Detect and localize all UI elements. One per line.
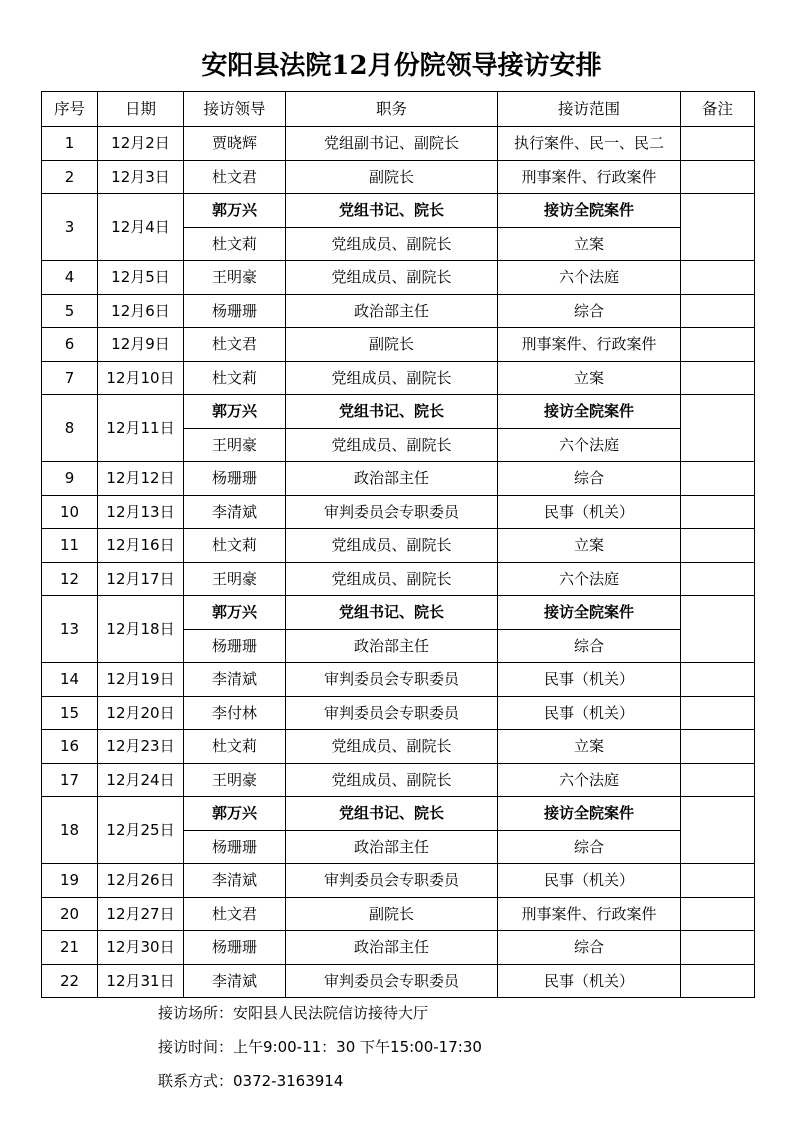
row-number: 13 — [42, 596, 98, 663]
row-scope: 六个法庭 — [498, 763, 681, 797]
row-leader: 杨珊珊 — [184, 629, 286, 663]
row-date: 12月10日 — [98, 361, 184, 395]
row-date: 12月11日 — [98, 395, 184, 462]
row-scope: 六个法庭 — [498, 562, 681, 596]
row-note — [681, 763, 755, 797]
row-position: 党组成员、副院长 — [286, 261, 498, 295]
row-note — [681, 395, 755, 462]
row-leader: 杨珊珊 — [184, 931, 286, 965]
row-note — [681, 730, 755, 764]
row-scope: 民事（机关） — [498, 495, 681, 529]
header-note: 备注 — [681, 92, 755, 127]
row-leader: 王明豪 — [184, 261, 286, 295]
row-leader: 杨珊珊 — [184, 830, 286, 864]
row-date: 12月26日 — [98, 864, 184, 898]
row-number: 2 — [42, 160, 98, 194]
row-date: 12月18日 — [98, 596, 184, 663]
row-leader: 王明豪 — [184, 763, 286, 797]
row-position: 党组书记、院长 — [286, 395, 498, 429]
table-row — [42, 663, 755, 697]
row-note — [681, 964, 755, 998]
row-scope: 刑事案件、行政案件 — [498, 160, 681, 194]
row-position: 政治部主任 — [286, 294, 498, 328]
row-leader: 李清斌 — [184, 663, 286, 697]
table-row — [42, 294, 755, 328]
row-leader: 杜文莉 — [184, 361, 286, 395]
row-date: 12月20日 — [98, 696, 184, 730]
table-row — [42, 261, 755, 295]
row-scope: 综合 — [498, 462, 681, 496]
row-leader: 郭万兴 — [184, 395, 286, 429]
table-row — [42, 763, 755, 797]
row-position: 党组成员、副院长 — [286, 763, 498, 797]
row-note — [681, 328, 755, 362]
table-row — [42, 328, 755, 362]
footer-time: 接访时间：上午9:00-11：30 下午15:00-17:30 — [158, 1038, 482, 1056]
row-number: 11 — [42, 529, 98, 563]
row-leader: 杜文莉 — [184, 227, 286, 261]
row-number: 4 — [42, 261, 98, 295]
row-number: 15 — [42, 696, 98, 730]
row-note — [681, 361, 755, 395]
table-row — [42, 797, 755, 831]
row-scope: 综合 — [498, 294, 681, 328]
row-date: 12月12日 — [98, 462, 184, 496]
row-number: 7 — [42, 361, 98, 395]
row-date: 12月19日 — [98, 663, 184, 697]
row-leader: 杨珊珊 — [184, 294, 286, 328]
table-row — [42, 361, 755, 395]
row-scope: 立案 — [498, 227, 681, 261]
row-date: 12月2日 — [98, 127, 184, 161]
row-scope: 立案 — [498, 529, 681, 563]
row-leader: 李清斌 — [184, 964, 286, 998]
header-leader: 接访领导 — [184, 92, 286, 127]
schedule-table — [41, 91, 755, 998]
row-scope: 民事（机关） — [498, 696, 681, 730]
row-number: 1 — [42, 127, 98, 161]
row-leader: 李清斌 — [184, 864, 286, 898]
table-row — [42, 596, 755, 630]
row-note — [681, 261, 755, 295]
row-date: 12月27日 — [98, 897, 184, 931]
row-scope: 接访全院案件 — [498, 596, 681, 630]
row-scope: 综合 — [498, 830, 681, 864]
row-note — [681, 495, 755, 529]
row-scope: 民事（机关） — [498, 864, 681, 898]
row-note — [681, 194, 755, 261]
row-date: 12月9日 — [98, 328, 184, 362]
row-number: 19 — [42, 864, 98, 898]
table-row — [42, 897, 755, 931]
row-date: 12月5日 — [98, 261, 184, 295]
row-position: 党组成员、副院长 — [286, 227, 498, 261]
row-date: 12月16日 — [98, 529, 184, 563]
row-note — [681, 127, 755, 161]
row-number: 14 — [42, 663, 98, 697]
row-scope: 综合 — [498, 629, 681, 663]
table-header-row — [42, 92, 755, 127]
table-row — [42, 964, 755, 998]
row-number: 8 — [42, 395, 98, 462]
row-date: 12月13日 — [98, 495, 184, 529]
header-no: 序号 — [42, 92, 98, 127]
row-scope: 执行案件、民一、民二 — [498, 127, 681, 161]
row-leader: 李付林 — [184, 696, 286, 730]
row-number: 18 — [42, 797, 98, 864]
row-position: 党组书记、院长 — [286, 596, 498, 630]
row-position: 副院长 — [286, 897, 498, 931]
row-leader: 杜文君 — [184, 897, 286, 931]
row-leader: 杜文莉 — [184, 730, 286, 764]
row-position: 党组成员、副院长 — [286, 428, 498, 462]
row-position: 党组成员、副院长 — [286, 361, 498, 395]
row-position: 审判委员会专职委员 — [286, 663, 498, 697]
page-title: 安阳县法院12月份院领导接访安排 — [201, 51, 602, 81]
row-leader: 王明豪 — [184, 562, 286, 596]
row-leader: 王明豪 — [184, 428, 286, 462]
table-row — [42, 127, 755, 161]
row-position: 政治部主任 — [286, 629, 498, 663]
row-leader: 杜文君 — [184, 160, 286, 194]
row-scope: 刑事案件、行政案件 — [498, 328, 681, 362]
row-date: 12月30日 — [98, 931, 184, 965]
row-date: 12月6日 — [98, 294, 184, 328]
row-position: 审判委员会专职委员 — [286, 964, 498, 998]
row-scope: 综合 — [498, 931, 681, 965]
row-note — [681, 462, 755, 496]
row-date: 12月23日 — [98, 730, 184, 764]
row-leader: 贾晓辉 — [184, 127, 286, 161]
row-date: 12月24日 — [98, 763, 184, 797]
row-date: 12月31日 — [98, 964, 184, 998]
row-position: 副院长 — [286, 328, 498, 362]
table-row — [42, 395, 755, 429]
row-position: 审判委员会专职委员 — [286, 696, 498, 730]
row-scope: 立案 — [498, 730, 681, 764]
row-number: 6 — [42, 328, 98, 362]
row-position: 党组书记、院长 — [286, 194, 498, 228]
table-row — [42, 495, 755, 529]
schedule-body — [42, 127, 755, 998]
table-row — [42, 160, 755, 194]
footer-contact: 联系方式：0372-3163914 — [158, 1072, 344, 1090]
row-number: 3 — [42, 194, 98, 261]
row-note — [681, 294, 755, 328]
row-leader: 郭万兴 — [184, 596, 286, 630]
row-position: 党组副书记、副院长 — [286, 127, 498, 161]
row-date: 12月17日 — [98, 562, 184, 596]
table-row — [42, 194, 755, 228]
table-row — [42, 864, 755, 898]
row-number: 10 — [42, 495, 98, 529]
header-date: 日期 — [98, 92, 184, 127]
row-position: 副院长 — [286, 160, 498, 194]
row-scope: 刑事案件、行政案件 — [498, 897, 681, 931]
row-scope: 接访全院案件 — [498, 194, 681, 228]
row-leader: 郭万兴 — [184, 194, 286, 228]
row-scope: 民事（机关） — [498, 663, 681, 697]
row-date: 12月25日 — [98, 797, 184, 864]
row-note — [681, 931, 755, 965]
table-row — [42, 696, 755, 730]
table-row — [42, 562, 755, 596]
row-position: 政治部主任 — [286, 931, 498, 965]
table-row — [42, 931, 755, 965]
row-date: 12月4日 — [98, 194, 184, 261]
row-leader: 杜文君 — [184, 328, 286, 362]
row-leader: 杨珊珊 — [184, 462, 286, 496]
row-note — [681, 864, 755, 898]
table-row — [42, 462, 755, 496]
row-note — [681, 696, 755, 730]
row-scope: 六个法庭 — [498, 261, 681, 295]
row-position: 政治部主任 — [286, 830, 498, 864]
row-number: 21 — [42, 931, 98, 965]
row-note — [681, 797, 755, 864]
table-row — [42, 529, 755, 563]
row-position: 党组成员、副院长 — [286, 562, 498, 596]
row-position: 党组书记、院长 — [286, 797, 498, 831]
row-number: 12 — [42, 562, 98, 596]
row-number: 20 — [42, 897, 98, 931]
row-position: 政治部主任 — [286, 462, 498, 496]
row-note — [681, 897, 755, 931]
row-leader: 杜文莉 — [184, 529, 286, 563]
row-date: 12月3日 — [98, 160, 184, 194]
row-number: 5 — [42, 294, 98, 328]
row-position: 党组成员、副院长 — [286, 529, 498, 563]
row-scope: 接访全院案件 — [498, 797, 681, 831]
row-scope: 六个法庭 — [498, 428, 681, 462]
row-position: 党组成员、副院长 — [286, 730, 498, 764]
header-position: 职务 — [286, 92, 498, 127]
row-number: 16 — [42, 730, 98, 764]
row-number: 17 — [42, 763, 98, 797]
row-note — [681, 596, 755, 663]
row-position: 审判委员会专职委员 — [286, 864, 498, 898]
row-number: 9 — [42, 462, 98, 496]
row-note — [681, 663, 755, 697]
header-scope: 接访范围 — [498, 92, 681, 127]
row-note — [681, 562, 755, 596]
row-note — [681, 529, 755, 563]
row-position: 审判委员会专职委员 — [286, 495, 498, 529]
row-note — [681, 160, 755, 194]
row-leader: 李清斌 — [184, 495, 286, 529]
row-leader: 郭万兴 — [184, 797, 286, 831]
footer-location: 接访场所：安阳县人民法院信访接待大厅 — [158, 1004, 429, 1022]
table-row — [42, 730, 755, 764]
row-scope: 民事（机关） — [498, 964, 681, 998]
row-number: 22 — [42, 964, 98, 998]
row-scope: 立案 — [498, 361, 681, 395]
row-scope: 接访全院案件 — [498, 395, 681, 429]
